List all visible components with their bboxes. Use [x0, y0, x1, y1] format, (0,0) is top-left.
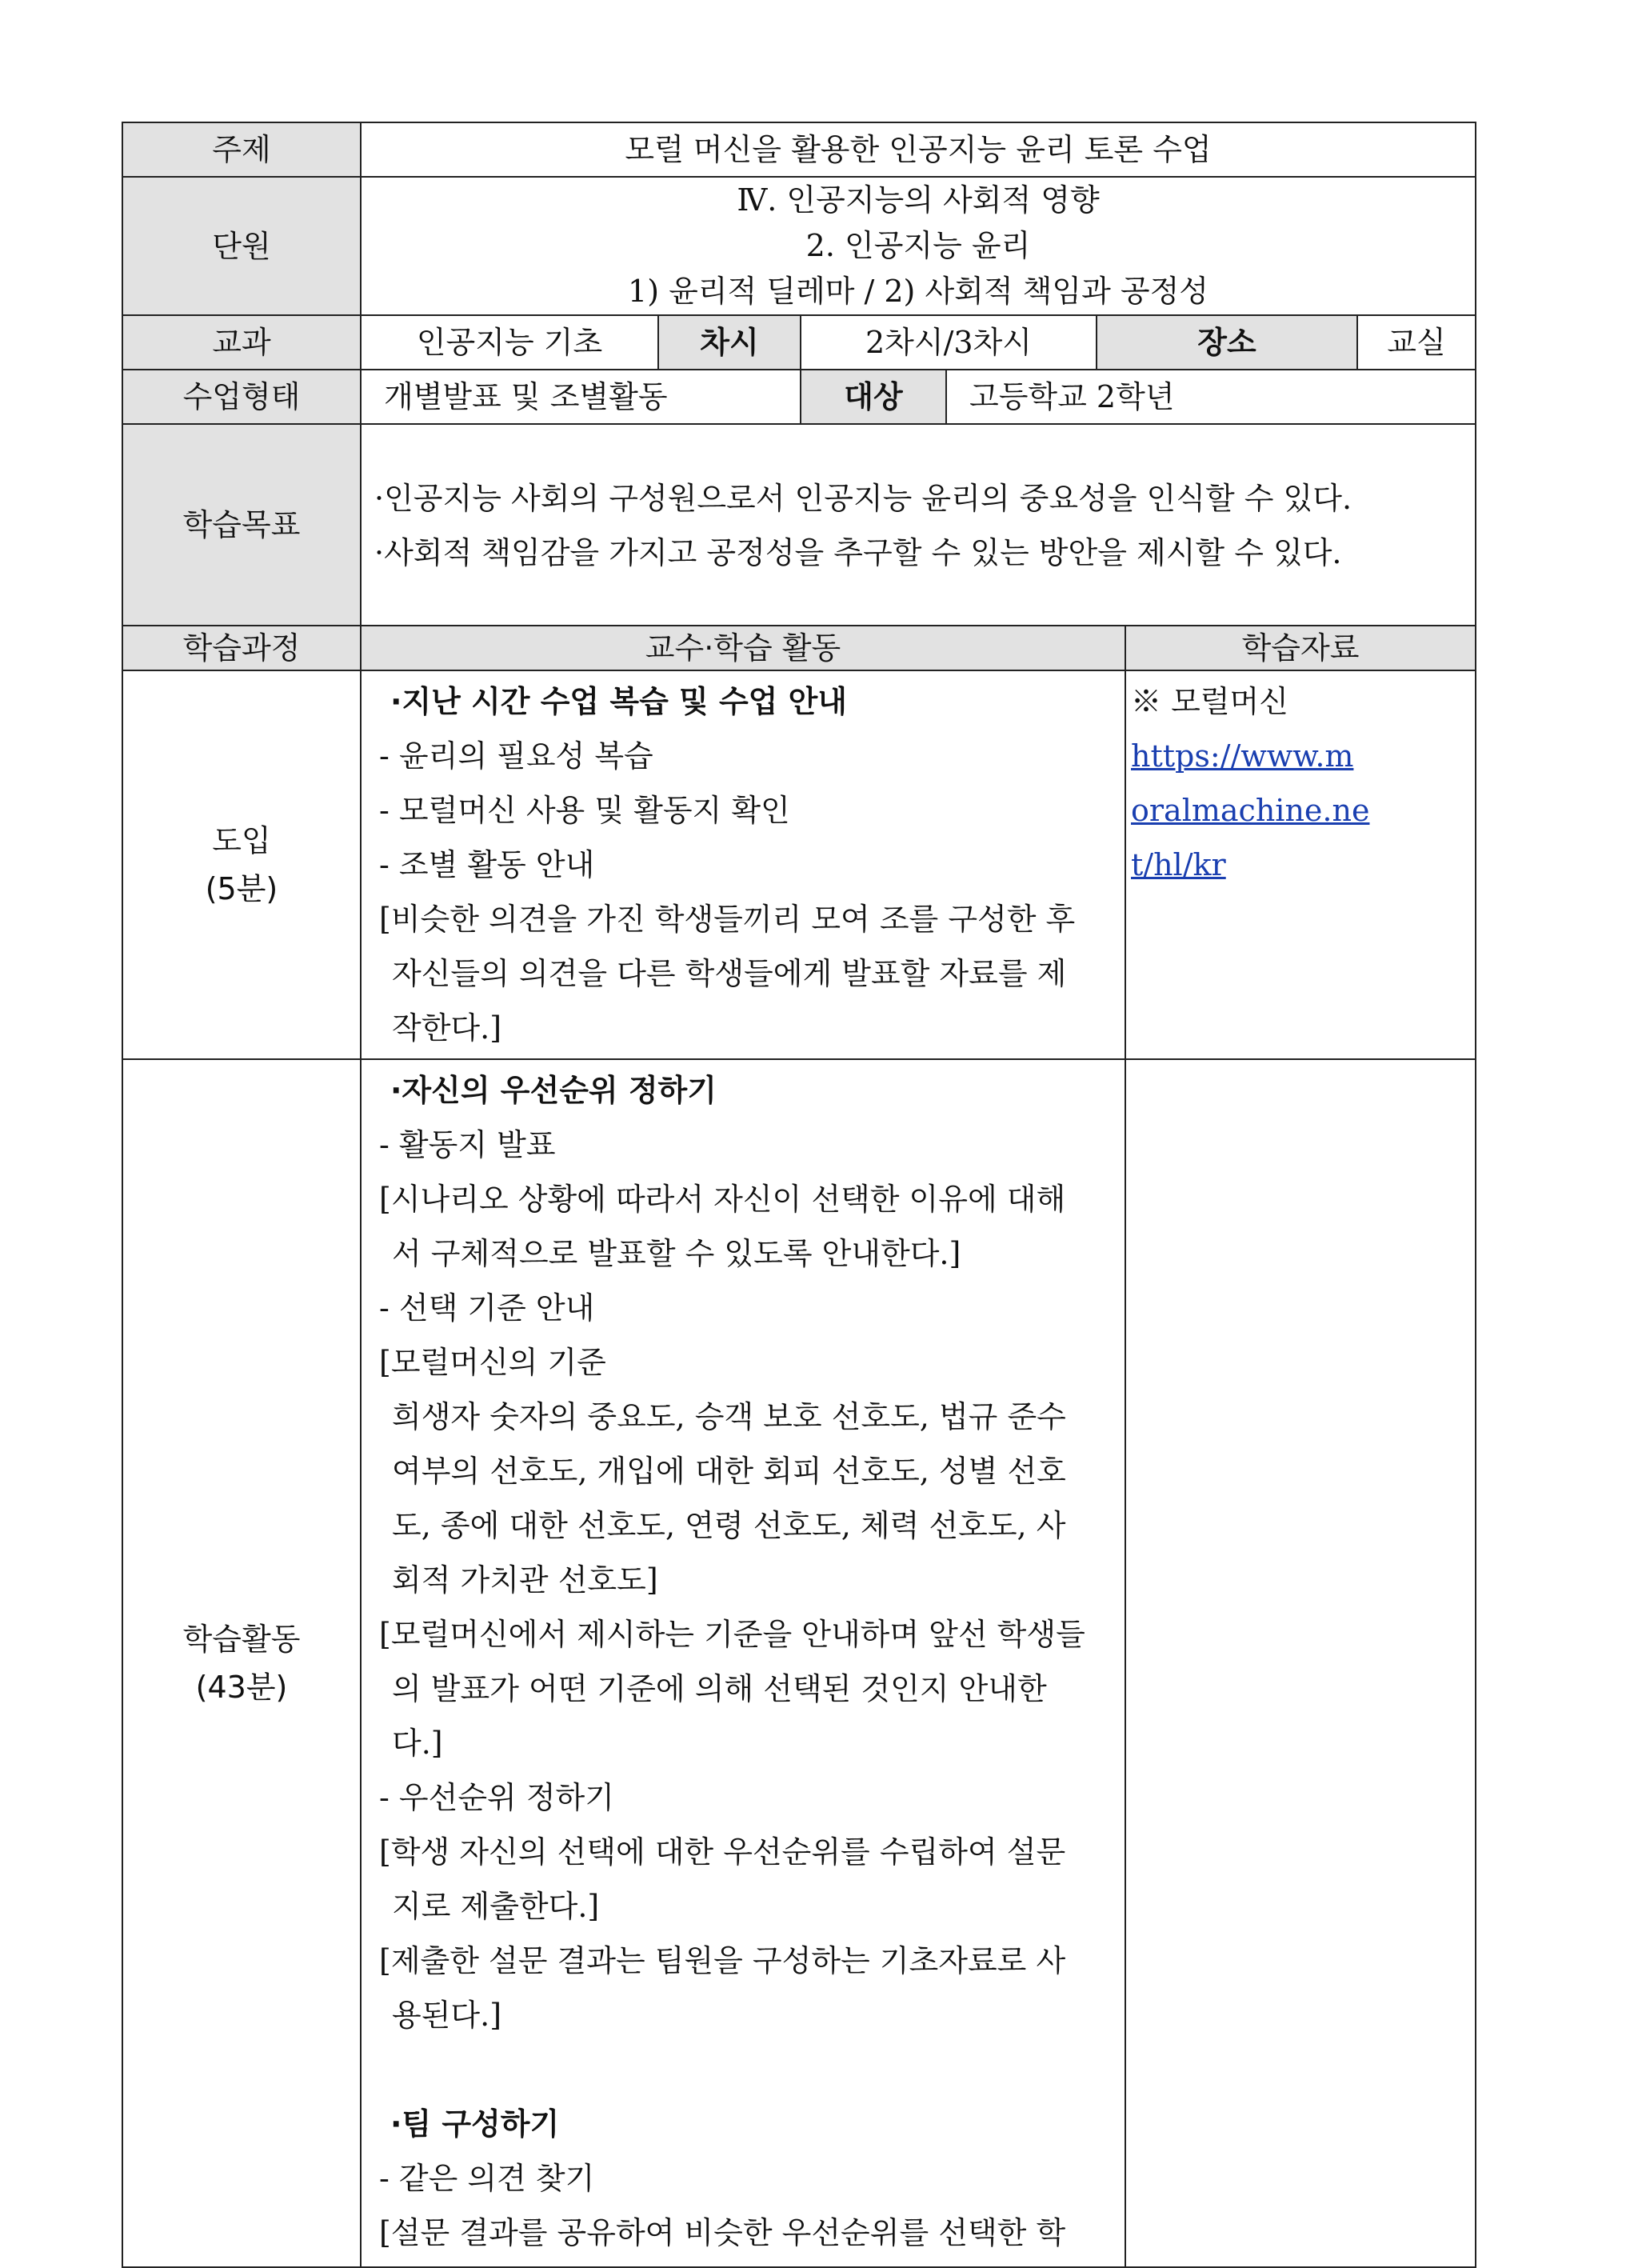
activity-line: [모럴머신에서 제시하는 기준을 안내하며 앞선 학생들 — [379, 1617, 1085, 1652]
intro-stage-name: 도입 — [212, 823, 271, 858]
activity-line: - 윤리의 필요성 복습 — [379, 738, 653, 774]
activity-line: 지로 제출한다.] — [392, 1889, 600, 1924]
unit-line: Ⅳ. 인공지능의 사회적 영향 — [737, 182, 1100, 218]
activity-line: 서 구체적으로 발표할 수 있도록 안내한다.] — [392, 1236, 961, 1271]
material-note: ※ 모럴머신 — [1131, 684, 1288, 719]
main-stage — [122, 1059, 361, 2267]
unit-line: 1) 윤리적 딜레마 / 2) 사회적 책임과 공정성 — [628, 274, 1209, 309]
activity-line: - 활동지 발표 — [379, 1127, 556, 1162]
activity-line: - 모럴머신 사용 및 활동지 확인 — [379, 793, 790, 828]
subject-value: 인공지능 기초 — [361, 315, 658, 370]
activity-heading: ·지난 시간 수업 복습 및 수업 안내 — [390, 684, 848, 719]
activity-line: [비슷한 의견을 가진 학생들끼리 모여 조를 구성한 후 — [379, 902, 1076, 937]
moral-machine-link[interactable] — [1131, 729, 1472, 892]
activity-line: - 같은 의견 찾기 — [379, 2161, 595, 2196]
topic-value: 모럴 머신을 활용한 인공지능 윤리 토론 수업 — [361, 122, 1476, 177]
activity-line: [시나리오 상황에 따라서 자신이 선택한 이유에 대해 — [379, 1182, 1066, 1217]
process-header: 학습과정 — [122, 626, 361, 670]
activity-heading: ·자신의 우선순위 정하기 — [390, 1073, 717, 1108]
unit-label: 단원 — [122, 177, 361, 315]
goals-label: 학습목표 — [122, 424, 361, 626]
lesson-plan-table — [122, 122, 1476, 2268]
activity-line: 여부의 선호도, 개입에 대한 회피 선호도, 성별 선호 — [392, 1454, 1066, 1489]
subject-label: 교과 — [122, 315, 361, 370]
main-activities — [361, 1059, 1125, 2267]
activity-line: 자신들의 의견을 다른 학생들에게 발표할 자료를 제 — [392, 956, 1067, 991]
unit-line: 2. 인공지능 윤리 — [805, 228, 1031, 263]
activity-line: 희생자 숫자의 중요도, 승객 보호 선호도, 법규 준수 — [392, 1399, 1066, 1434]
activity-line: - 우선순위 정하기 — [379, 1780, 614, 1815]
format-value: 개별발표 및 조별활동 — [361, 370, 801, 424]
activity-line: [설문 결과를 공유하여 비슷한 우선순위를 선택한 학 — [379, 2215, 1066, 2250]
intro-stage-time: (5분) — [205, 871, 278, 906]
activity-line: - 조별 활동 안내 — [379, 847, 595, 882]
period-value: 2차시/3차시 — [801, 315, 1097, 370]
goals-value — [361, 424, 1476, 626]
activity-line: 작한다.] — [392, 1010, 502, 1046]
place-value: 교실 — [1357, 315, 1476, 370]
activity-line: 다.] — [392, 1726, 443, 1761]
activity-line: 회적 가치관 선호도] — [392, 1562, 658, 1598]
activity-header: 교수·학습 활동 — [361, 626, 1125, 670]
goal-item: ·인공지능 사회의 구성원으로서 인공지능 윤리의 중요성을 인식할 수 있다. — [374, 481, 1352, 516]
link-line: t/hl/kr — [1131, 847, 1226, 882]
main-stage-time: (43분) — [195, 1670, 288, 1705]
activity-line: 용된다.] — [392, 1998, 502, 2033]
blank-line — [379, 2042, 1121, 2097]
topic-label: 주제 — [122, 122, 361, 177]
activity-line: [모럴머신의 기준 — [379, 1345, 606, 1380]
format-label: 수업형태 — [122, 370, 361, 424]
lesson-plan-document — [122, 122, 1475, 2268]
intro-materials — [1125, 670, 1476, 1059]
unit-value — [361, 177, 1476, 315]
target-label: 대상 — [801, 370, 946, 424]
activity-line: - 선택 기준 안내 — [379, 1290, 595, 1326]
activity-line: 의 발표가 어떤 기준에 의해 선택된 것인지 안내한 — [392, 1671, 1047, 1706]
main-materials — [1125, 1059, 1476, 2267]
link-line: oralmachine.ne — [1131, 793, 1370, 828]
goal-item: ·사회적 책임감을 가지고 공정성을 추구할 수 있는 방안을 제시할 수 있다. — [374, 535, 1342, 570]
activity-line: [제출한 설문 결과는 팀원을 구성하는 기초자료로 사 — [379, 1943, 1066, 1978]
place-label: 장소 — [1097, 315, 1357, 370]
activity-line: 도, 종에 대한 선호도, 연령 선호도, 체력 선호도, 사 — [392, 1508, 1066, 1543]
link-line: https://www.m — [1131, 738, 1354, 774]
material-header: 학습자료 — [1125, 626, 1476, 670]
main-stage-name: 학습활동 — [182, 1622, 301, 1657]
period-label: 차시 — [658, 315, 801, 370]
intro-activities — [361, 670, 1125, 1059]
intro-stage — [122, 670, 361, 1059]
target-value: 고등학교 2학년 — [946, 370, 1476, 424]
activity-heading: ·팀 구성하기 — [390, 2106, 560, 2142]
activity-line: [학생 자신의 선택에 대한 우선순위를 수립하여 설문 — [379, 1834, 1066, 1870]
